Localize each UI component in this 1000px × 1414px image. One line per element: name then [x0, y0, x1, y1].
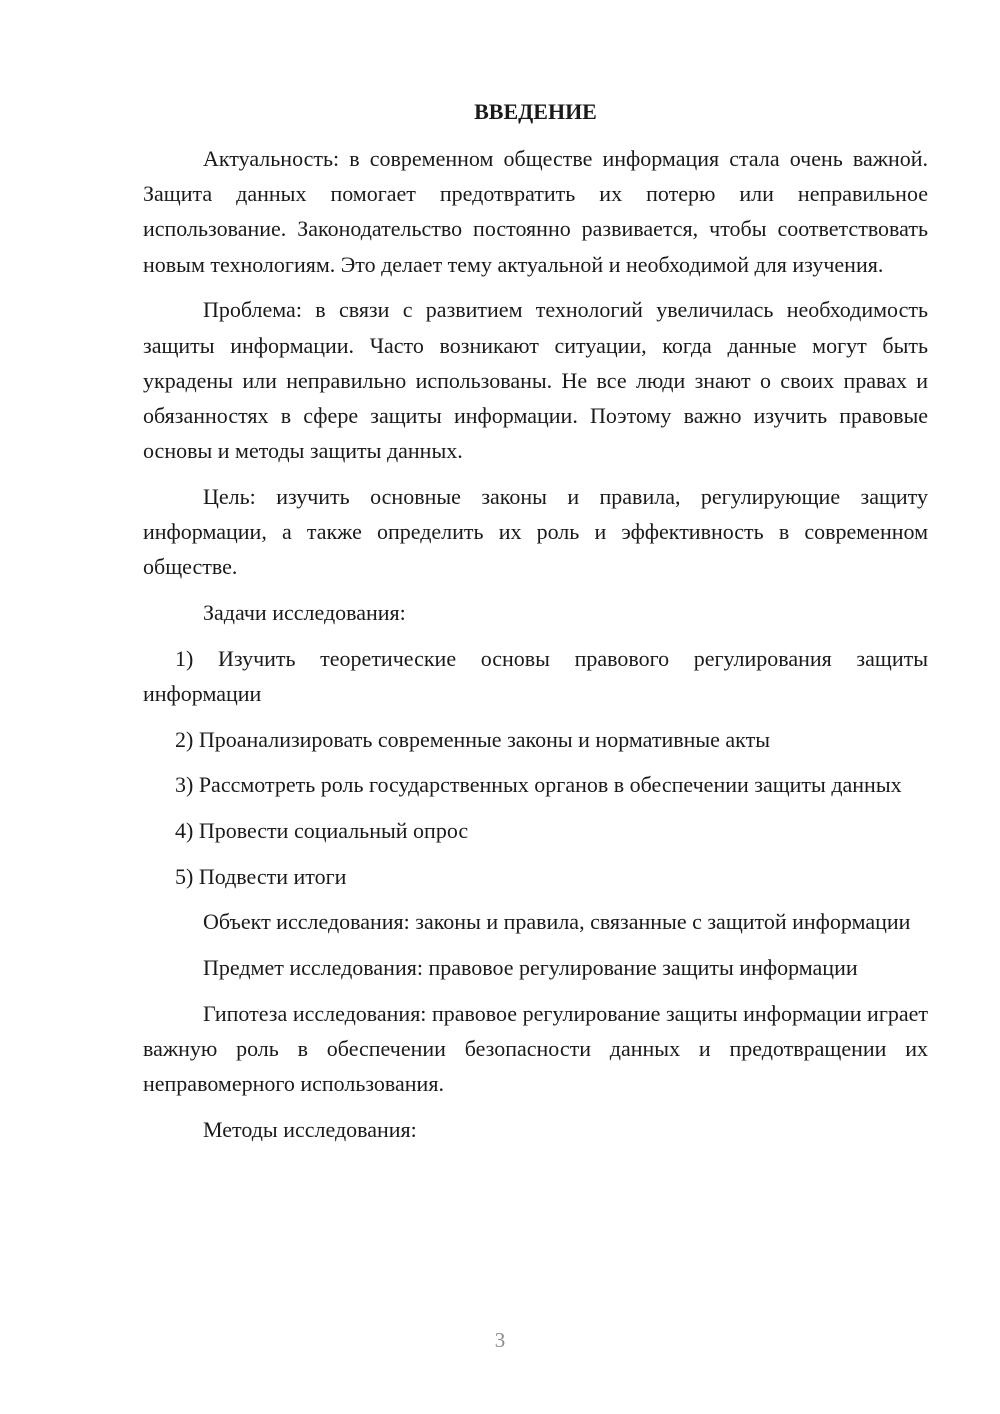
page-content — [143, 94, 928, 1147]
subject-paragraph: Предмет исследования: правовое регулирование защиты информации — [203, 955, 858, 981]
section-heading: ВВЕДЕНИЕ — [474, 99, 597, 124]
task-item-1: 1) Изучить теоретические основы правового регулирования защиты информации — [143, 645, 928, 706]
methods-title: Методы исследования: — [203, 1116, 417, 1142]
hypothesis-paragraph: Гипотеза исследования: правовое регулирование защиты информации играет важную роль в обеспечении безопасности данных и предотвращении их неправомерного использования. — [143, 1000, 928, 1097]
task-item-3: 3) Рассмотреть роль государственных органов в обеспечении защиты данных — [175, 772, 902, 798]
page-number: 3 — [494, 1328, 506, 1352]
relevance-paragraph: Актуальность: в современном обществе информация стала очень важной. Защита данных помогает предотвратить их потерю или неправильное использование. Законодательство постоянно развивается, чтобы соответствовать новым технологиям. Это делает тему актуальной и необходимой для изучения. — [143, 146, 928, 277]
object-paragraph: Объект исследования: законы и правила, связанные с защитой информации — [203, 909, 911, 935]
goal-paragraph: Цель: изучить основные законы и правила, регулирующие защиту информации, а также определить их роль и эффективность в современном обществе. — [143, 483, 928, 580]
tasks-title: Задачи исследования: — [203, 599, 406, 625]
task-item-4: 4) Провести социальный опрос — [175, 817, 469, 843]
task-item-2: 2) Проанализировать современные законы и нормативные акты — [175, 726, 770, 752]
tasks-list — [143, 641, 928, 894]
problem-paragraph: Проблема: в связи с развитием технологий увеличилась необходимость защиты информации. Часто возникают ситуации, когда данные могут быть украдены или неправильно использованы. Не все люди знают о своих правах и обязанностях в сфере защиты информации. Поэтому важно изучить правовые основы и методы защиты данных. — [143, 297, 928, 464]
task-item-5: 5) Подвести итоги — [175, 863, 347, 889]
